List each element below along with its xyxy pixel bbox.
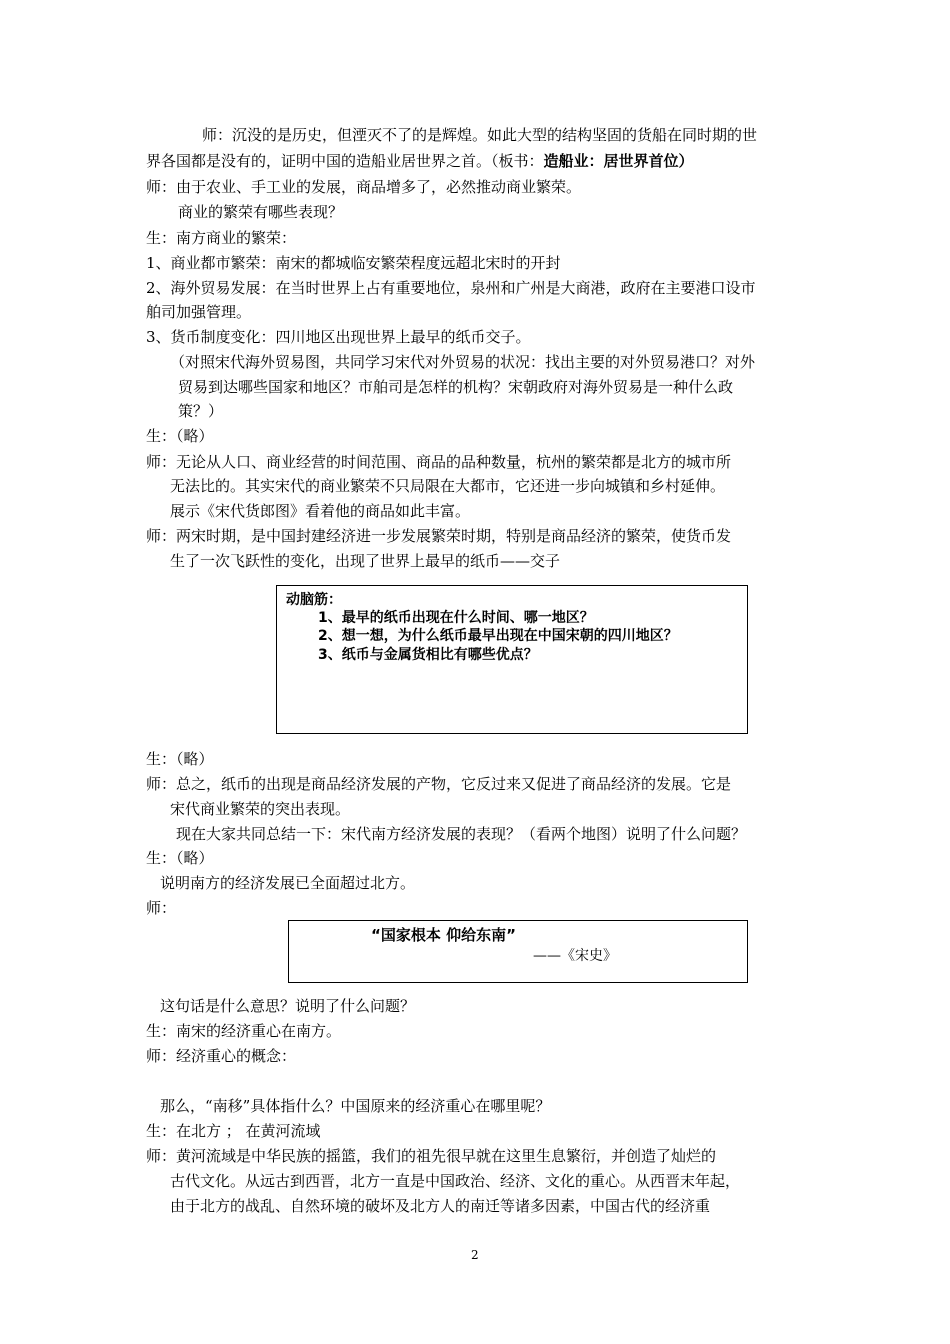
text-line: 生：（略）	[146, 849, 214, 867]
text-line: 宋代商业繁荣的突出表现。	[170, 800, 351, 818]
quote-text: “国家根本 仰给东南”	[371, 926, 516, 944]
text-line: 师：黄河流域是中华民族的摇篮，我们的祖先很早就在这里生息繁衍，并创造了灿烂的	[146, 1147, 717, 1165]
think-box-question: 3、纸币与金属货相比有哪些优点？	[318, 647, 538, 663]
text-line: 这句话是什么意思？说明了什么问题？	[160, 997, 416, 1015]
text-line: 师：无论从人口、商业经营的时间范围、商品的品种数量，杭州的繁荣都是北方的城市所	[146, 453, 732, 471]
page-number: 2	[471, 1248, 479, 1262]
text-line: 生：（略）	[146, 427, 214, 445]
text-line: 师：总之，纸币的出现是商品经济发展的产物，它反过来又促进了商品经济的发展。它是	[146, 775, 732, 793]
text-line: 贸易到达哪些国家和地区？市舶司是怎样的机构？宋朝政府对海外贸易是一种什么政	[178, 378, 734, 396]
text-line: 师：沉没的是历史，但湮灭不了的是辉煌。如此大型的结构坚固的货船在同时期的世	[202, 126, 758, 144]
quote-box	[288, 920, 748, 983]
text-line: 说明南方的经济发展已全面超过北方。	[160, 874, 416, 892]
text-span: 界各国都是没有的，证明中国的造船业居世界之首。（板书：	[146, 152, 544, 170]
think-box-question: 2、想一想，为什么纸币最早出现在中国宋朝的四川地区？	[318, 628, 678, 644]
text-line: 古代文化。从远古到西晋，北方一直是中国政治、经济、文化的重心。从西晋末年起，	[170, 1172, 741, 1190]
text-line: 3、货币制度变化：四川地区出现世界上最早的纸币交子。	[146, 328, 531, 346]
text-line: 生：南方商业的繁荣：	[146, 229, 297, 247]
text-line: 生：在北方 ； 在黄河流域	[146, 1122, 321, 1140]
text-line: 展示《宋代货郎图》看着他的商品如此丰富。	[170, 502, 471, 520]
text-line: 由于北方的战乱、自然环境的破坏及北方人的南迁等诸多因素，中国古代的经济重	[170, 1197, 711, 1215]
blackboard-note: 造船业：居世界首位）	[543, 152, 694, 170]
text-line: 无法比的。其实宋代的商业繁荣不只局限在大都市，它还进一步向城镇和乡村延伸。	[170, 477, 726, 495]
text-line: 师：经济重心的概念：	[146, 1047, 297, 1065]
think-box-title: 动脑筋：	[286, 592, 342, 608]
text-line: 生了一次飞跃性的变化，出现了世界上最早的纸币——交子	[170, 552, 561, 570]
text-line: 1、商业都市繁荣：南宋的都城临安繁荣程度远超北宋时的开封	[146, 254, 561, 272]
text-line: 生：（略）	[146, 750, 214, 768]
text-line: 策？）	[178, 402, 224, 420]
text-line: 2、海外贸易发展：在当时世界上占有重要地位，泉州和广州是大商港，政府在主要港口设市	[146, 279, 756, 297]
text-line: 师：	[146, 899, 177, 917]
think-box-question: 1、最早的纸币出现在什么时间、哪一地区？	[318, 610, 594, 626]
text-line: 师：两宋时期，是中国封建经济进一步发展繁荣时期，特别是商品经济的繁荣，使货币发	[146, 527, 732, 545]
text-line: 师：由于农业、手工业的发展，商品增多了，必然推动商业繁荣。	[146, 178, 582, 196]
text-line: 现在大家共同总结一下：宋代南方经济发展的表现？（看两个地图）说明了什么问题？	[176, 825, 747, 843]
text-line: 那么，“南移”具体指什么？中国原来的经济重心在哪里呢？	[160, 1097, 551, 1115]
text-line: （对照宋代海外贸易图，共同学习宋代对外贸易的状况：找出主要的对外贸易港口？对外	[170, 353, 756, 371]
text-line: 生：南宋的经济重心在南方。	[146, 1022, 342, 1040]
think-box	[276, 585, 748, 734]
text-line	[146, 150, 694, 172]
text-line: 商业的繁荣有哪些表现？	[178, 203, 344, 221]
text-line: 舶司加强管理。	[146, 303, 252, 321]
quote-source: ——《宋史》	[533, 948, 617, 964]
